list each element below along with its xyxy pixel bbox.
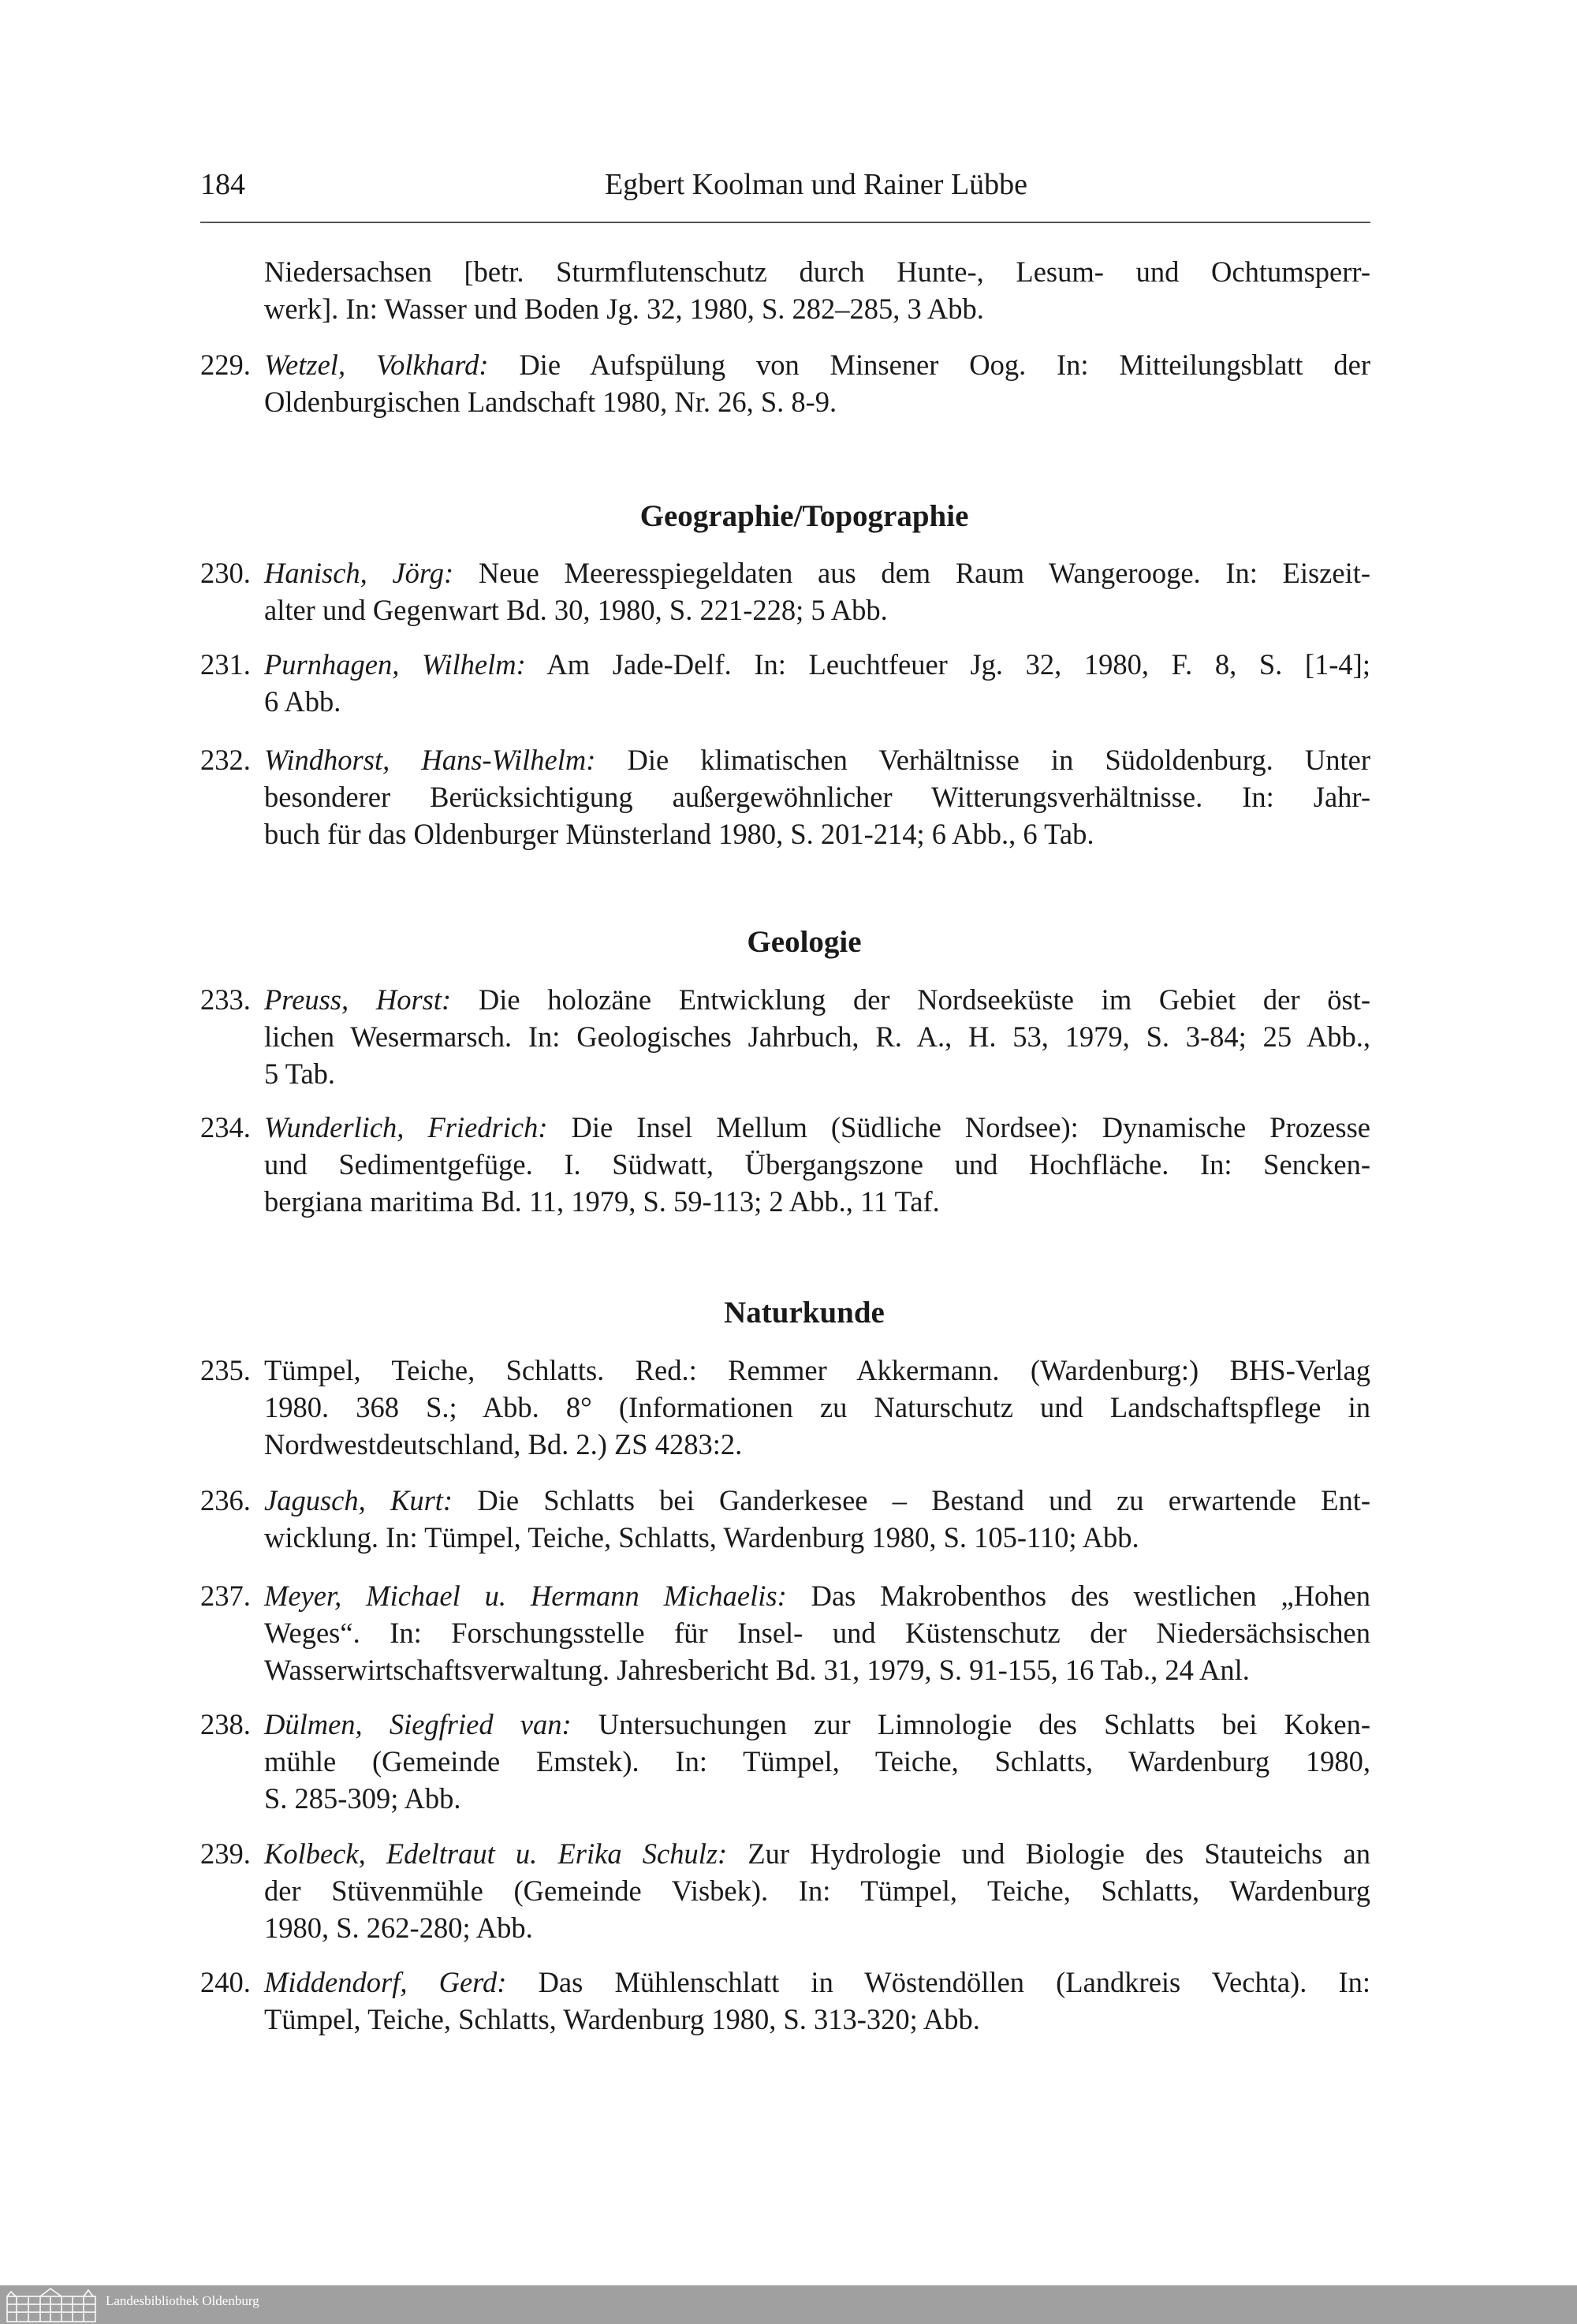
entry-text: besonderer Berücksichtigung außergewöhnlicher Witterungsverhältnisse. In: Jahr- bbox=[264, 781, 1370, 813]
entry-line bbox=[200, 383, 1370, 420]
entry-author: Dülmen, Siegfried van: bbox=[264, 1708, 572, 1740]
section-heading-naturkunde: Naturkunde bbox=[724, 1296, 885, 1330]
entry-number: 240. bbox=[200, 1966, 251, 1998]
entry-number: 232. bbox=[200, 744, 251, 776]
entry-text: Das Makrobenthos des westlichen „Hohen bbox=[811, 1580, 1371, 1612]
entry-line bbox=[200, 1964, 1370, 2001]
entry-author: Purnhagen, Wilhelm: bbox=[264, 648, 526, 681]
entry-text: 5 Tab. bbox=[264, 1058, 336, 1090]
entry-number: 238. bbox=[200, 1708, 251, 1740]
entry-line bbox=[200, 554, 1370, 591]
entry-line bbox=[200, 2001, 1370, 2038]
bibliography-entry bbox=[200, 981, 1370, 1092]
footer-bar bbox=[0, 2285, 1577, 2324]
bibliography-entry bbox=[200, 1706, 1370, 1817]
entry-number: 234. bbox=[200, 1111, 251, 1143]
entry-line bbox=[200, 1909, 1370, 1946]
entry-text: Die holozäne Entwicklung der Nordseeküste im Gebiet der öst- bbox=[478, 983, 1370, 1016]
entry-text: Nordwestdeutschland, Bd. 2.) ZS 4283:2. bbox=[264, 1428, 743, 1460]
entry-author: Meyer, Michael u. Hermann Michaelis: bbox=[264, 1580, 787, 1612]
entry-author: Windhorst, Hans-Wilhelm: bbox=[264, 744, 596, 776]
entry-author: Hanisch, Jörg: bbox=[264, 557, 454, 589]
section-heading-geologie: Geologie bbox=[747, 925, 862, 959]
entry-line bbox=[200, 683, 1370, 720]
entry-line bbox=[200, 290, 1370, 327]
entry-text: Die klimatischen Verhältnisse in Südoldenburg. Unter bbox=[627, 744, 1370, 776]
entry-number: 235. bbox=[200, 1354, 251, 1386]
entry-author: Preuss, Horst: bbox=[264, 983, 452, 1016]
bibliography-entry bbox=[200, 741, 1370, 852]
entry-line bbox=[200, 1426, 1370, 1463]
entry-text: mühle (Gemeinde Emstek). In: Tümpel, Teiche, Schlatts, Wardenburg 1980, bbox=[264, 1745, 1370, 1778]
entry-text: und Sedimentgefüge. I. Südwatt, Übergangszone und Hochfläche. In: Sencken- bbox=[264, 1148, 1370, 1181]
entry-line bbox=[200, 1389, 1370, 1426]
entry-line bbox=[200, 1519, 1370, 1556]
entry-text: Zur Hydrologie und Biologie des Stauteichs an bbox=[747, 1837, 1370, 1870]
entry-number: 230. bbox=[200, 557, 251, 589]
entry-text: Tümpel, Teiche, Schlatts, Wardenburg 1980, S. 313-320; Abb. bbox=[264, 2003, 980, 2035]
bibliography-entry bbox=[200, 253, 1370, 327]
entry-author: Wetzel, Volkhard: bbox=[264, 349, 489, 381]
entry-text: Das Mühlenschlatt in Wöstendöllen (Landkreis Vechta). In: bbox=[538, 1966, 1371, 1998]
entry-text: Untersuchungen zur Limnologie des Schlatts bei Koken- bbox=[598, 1708, 1370, 1740]
bibliography-entry bbox=[200, 1835, 1370, 1946]
entry-text: Weges“. In: Forschungsstelle für Insel- und Küstenschutz der Niedersächsischen bbox=[264, 1617, 1370, 1649]
entry-line bbox=[200, 1352, 1370, 1389]
entry-number: 231. bbox=[200, 648, 251, 681]
running-title: Egbert Koolman und Rainer Lübbe bbox=[604, 168, 1028, 201]
entry-line bbox=[200, 1651, 1370, 1688]
section-heading-geographie: Geographie/Topographie bbox=[639, 499, 969, 533]
entry-author: Kolbeck, Edeltraut u. Erika Schulz: bbox=[264, 1837, 728, 1870]
entry-author: Middendorf, Gerd: bbox=[264, 1966, 507, 1998]
entry-line bbox=[200, 346, 1370, 383]
bibliography-entry bbox=[200, 346, 1370, 420]
entry-text: Tümpel, Teiche, Schlatts. Red.: Remmer Akkermann. (Wardenburg:) BHS-Verlag bbox=[264, 1354, 1370, 1386]
entry-number: 237. bbox=[200, 1580, 251, 1612]
entry-text: werk]. In: Wasser und Boden Jg. 32, 1980, S. 282–285, 3 Abb. bbox=[264, 293, 984, 325]
entry-text: Die Insel Mellum (Südliche Nordsee): Dynamische Prozesse bbox=[571, 1111, 1370, 1143]
entry-line bbox=[200, 778, 1370, 815]
entry-text: 1980. 368 S.; Abb. 8° (Informationen zu Naturschutz und Landschaftspflege in bbox=[264, 1391, 1370, 1423]
entry-line bbox=[200, 1055, 1370, 1092]
page-number: 184 bbox=[200, 168, 245, 201]
entry-line bbox=[200, 591, 1370, 629]
entry-text: 1980, S. 262-280; Abb. bbox=[264, 1912, 533, 1944]
entry-line bbox=[200, 1743, 1370, 1780]
entry-line bbox=[200, 981, 1370, 1018]
bibliography-entry bbox=[200, 1577, 1370, 1688]
entry-text: Niedersachsen [betr. Sturmflutenschutz durch Hunte-, Lesum- und Ochtumsperr- bbox=[264, 256, 1370, 288]
library-building-icon bbox=[5, 2287, 98, 2322]
entry-line bbox=[200, 253, 1370, 290]
entry-author: Wunderlich, Friedrich: bbox=[264, 1111, 548, 1143]
entry-text: buch für das Oldenburger Münsterland 1980, S. 201-214; 6 Abb., 6 Tab. bbox=[264, 818, 1094, 850]
entry-line bbox=[200, 1780, 1370, 1817]
entry-line bbox=[200, 1835, 1370, 1872]
bibliography-entry bbox=[200, 1482, 1370, 1556]
bibliography-entry bbox=[200, 1352, 1370, 1463]
entry-line bbox=[200, 1577, 1370, 1614]
entry-text: Am Jade-Delf. In: Leuchtfeuer Jg. 32, 1980, F. 8, S. [1-4]; bbox=[546, 648, 1370, 681]
entry-line bbox=[200, 1146, 1370, 1183]
entry-text: Die Aufspülung von Minsener Oog. In: Mitteilungsblatt der bbox=[519, 349, 1370, 381]
entry-line bbox=[200, 1018, 1370, 1055]
bibliography-entry bbox=[200, 554, 1370, 629]
entry-number: 236. bbox=[200, 1484, 251, 1516]
header-rule bbox=[200, 222, 1370, 223]
entry-text: 6 Abb. bbox=[264, 685, 341, 718]
entry-line bbox=[200, 1614, 1370, 1651]
entry-text: bergiana maritima Bd. 11, 1979, S. 59-113; 2 Abb., 11 Taf. bbox=[264, 1185, 940, 1218]
entry-line bbox=[200, 1482, 1370, 1519]
entry-text: Wasserwirtschaftsverwaltung. Jahresbericht Bd. 31, 1979, S. 91-155, 16 Tab., 24 Anl. bbox=[264, 1654, 1250, 1686]
bibliography-entry bbox=[200, 646, 1370, 720]
library-name: Landesbibliothek Oldenburg bbox=[106, 2293, 259, 2308]
entry-author: Jagusch, Kurt: bbox=[264, 1484, 453, 1516]
entry-line bbox=[200, 1872, 1370, 1909]
entry-line bbox=[200, 815, 1370, 852]
bibliography-entry bbox=[200, 1109, 1370, 1220]
entry-line bbox=[200, 646, 1370, 683]
entry-number: 229. bbox=[200, 349, 251, 381]
entry-number: 233. bbox=[200, 983, 251, 1016]
entry-text: wicklung. In: Tümpel, Teiche, Schlatts, Wardenburg 1980, S. 105-110; Abb. bbox=[264, 1521, 1139, 1554]
entry-line bbox=[200, 1183, 1370, 1220]
entry-line bbox=[200, 741, 1370, 778]
entry-text: Neue Meeresspiegeldaten aus dem Raum Wangerooge. In: Eiszeit- bbox=[478, 557, 1371, 589]
entry-number: 239. bbox=[200, 1837, 251, 1870]
bibliography-entry bbox=[200, 1964, 1370, 2038]
entry-line bbox=[200, 1706, 1370, 1743]
entry-text: Oldenburgischen Landschaft 1980, Nr. 26, S. 8-9. bbox=[264, 386, 837, 418]
entry-text: alter und Gegenwart Bd. 30, 1980, S. 221-228; 5 Abb. bbox=[264, 594, 888, 626]
entry-line bbox=[200, 1109, 1370, 1146]
entry-text: S. 285-309; Abb. bbox=[264, 1782, 461, 1815]
entry-text: lichen Wesermarsch. In: Geologisches Jahrbuch, R. A., H. 53, 1979, S. 3-84; 25 Abb., bbox=[264, 1020, 1370, 1053]
entry-text: der Stüvenmühle (Gemeinde Visbek). In: Tümpel, Teiche, Schlatts, Wardenburg bbox=[264, 1874, 1370, 1907]
entry-text: Die Schlatts bei Ganderkesee – Bestand und zu erwartende Ent- bbox=[477, 1484, 1371, 1516]
